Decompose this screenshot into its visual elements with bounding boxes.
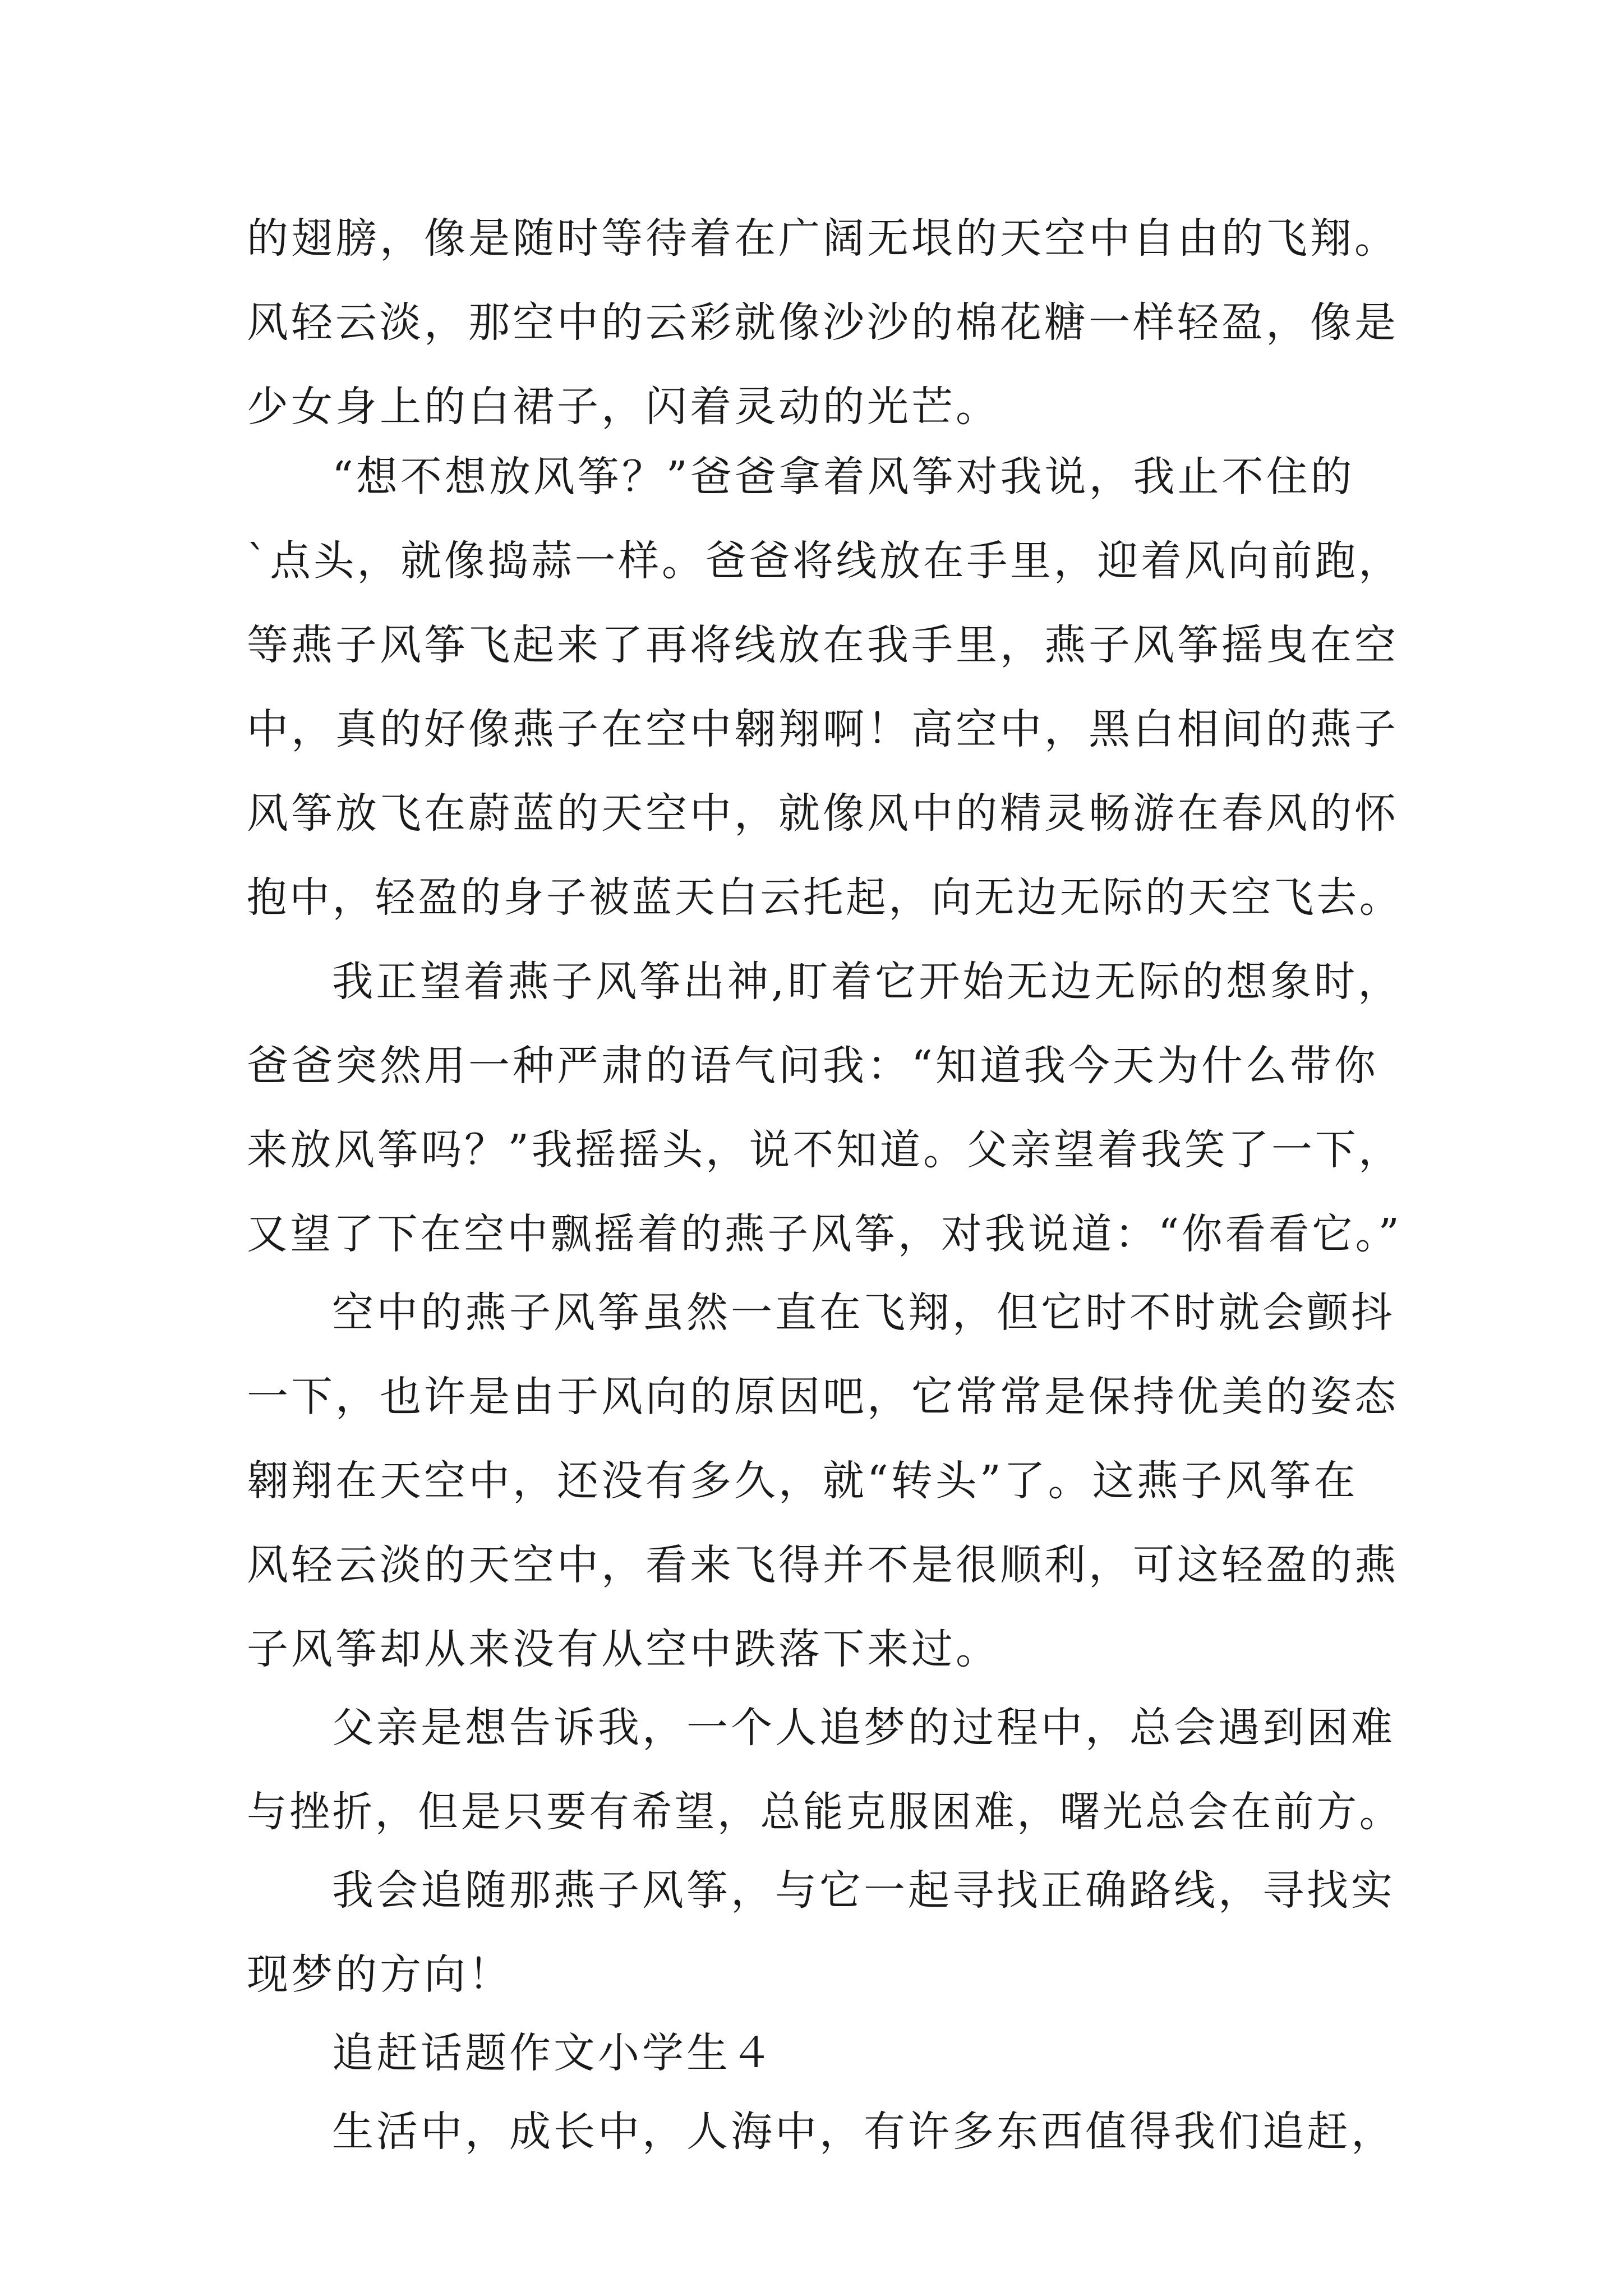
text-line: 风筝放飞在蔚蓝的天空中，就像风中的精灵畅游在春风的怀 — [247, 789, 1399, 838]
text-line: 爸爸突然用一种严肃的语气问我：“知道我今天为什么带你 — [247, 1042, 1378, 1090]
text-line: 中，真的好像燕子在空中翱翔啊！高空中，黑白相间的燕子 — [247, 705, 1399, 753]
text-line: 的翅膀，像是随时等待着在广阔无垠的天空中自由的飞翔。 — [247, 214, 1399, 263]
text-line: 风轻云淡，那空中的云彩就像沙沙的棉花糖一样轻盈，像是 — [247, 298, 1399, 347]
text-line: 风轻云淡的天空中，看来飞得并不是很顺利，可这轻盈的燕 — [247, 1541, 1399, 1589]
text-line: 现梦的方向！ — [247, 1950, 513, 1999]
paragraph-first-line: 我会追随那燕子风筝，与它一起寻找正确路线，寻找实 — [332, 1866, 1395, 1915]
paragraph-first-line: “想不想放风筝？”爸爸拿着风筝对我说，我止不住的 — [332, 453, 1355, 501]
text-line: 又望了下在空中飘摇着的燕子风筝，对我说道：“你看看它。” — [247, 1210, 1402, 1258]
text-line: 子风筝却从来没有从空中跌落下来过。 — [247, 1625, 1000, 1673]
section-heading: 追赶话题作文小学生４ — [332, 2029, 775, 2077]
paragraph-first-line: 空中的燕子风筝虽然一直在飞翔，但它时不时就会颤抖 — [332, 1289, 1395, 1337]
text-line: 抱中，轻盈的身子被蓝天白云托起，向无边无际的天空飞去。 — [247, 873, 1403, 922]
paragraph-first-line: 父亲是想告诉我，一个人追梦的过程中，总会遇到困难 — [332, 1704, 1395, 1752]
text-line: 与挫折，但是只要有希望，总能克服困难，曙光总会在前方。 — [247, 1788, 1403, 1836]
paragraph-first-line: 生活中，成长中，人海中，有许多东西值得我们追赶， — [332, 2108, 1395, 2156]
text-line: 来放风筝吗？”我摇摇头，说不知道。父亲望着我笑了一下， — [247, 1126, 1402, 1174]
paragraph-first-line: 我正望着燕子风筝出神,盯着它开始无边无际的想象时， — [332, 958, 1402, 1006]
text-line: 翱翔在天空中，还没有多久，就“转头”了。这燕子风筝在 — [247, 1457, 1358, 1505]
text-line: 少女身上的白裙子，闪着灵动的光芒。 — [247, 383, 1000, 431]
text-line: 等燕子风筝飞起来了再将线放在我手里，燕子风筝摇曳在空 — [247, 621, 1399, 669]
text-line: `点头，就像捣蒜一样。爸爸将线放在手里，迎着风向前跑， — [247, 537, 1402, 585]
text-line: 一下，也许是由于风向的原因吧，它常常是保持优美的姿态 — [247, 1373, 1399, 1421]
